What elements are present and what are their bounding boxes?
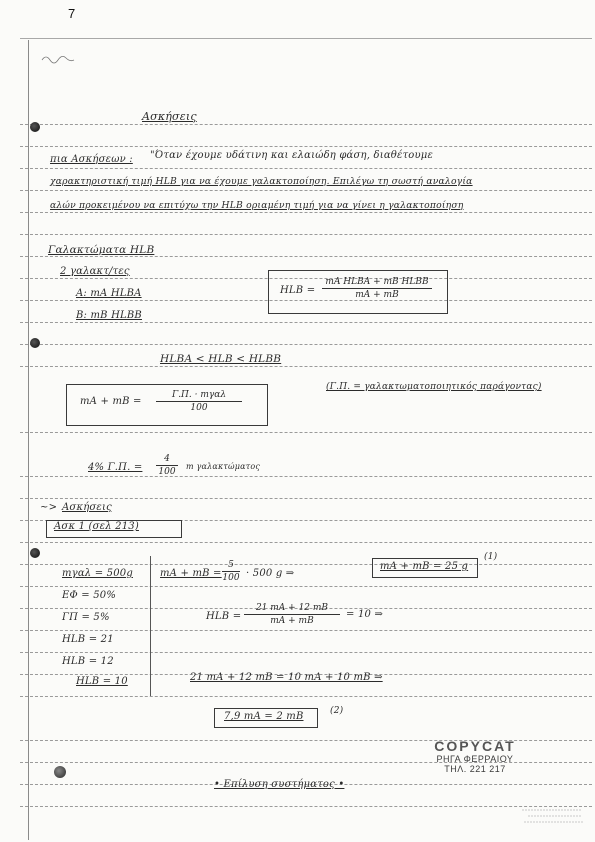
ruled-line: [20, 564, 592, 565]
binder-hole: [54, 766, 66, 778]
mass-formula-denominator: 100: [190, 403, 208, 413]
given-gp: ΓΠ = 5%: [62, 612, 110, 623]
given-ef: ΕΦ = 50%: [62, 590, 117, 601]
ruled-line: [20, 476, 592, 477]
mass-formula-fraction: [156, 390, 242, 413]
calc-line2-numerator: 21 mA + 12 mB: [255, 603, 329, 613]
mass-formula-numerator: Γ.Π. · mγαλ: [171, 390, 227, 400]
ruled-line: [20, 806, 592, 807]
ruled-line: [20, 432, 592, 433]
percent-formula-lhs: 4% Γ.Π. =: [88, 462, 143, 473]
calc-line1-fraction: [222, 560, 240, 583]
ruled-line: [20, 652, 592, 653]
ruled-line: [20, 124, 592, 125]
ruled-line: [20, 344, 592, 345]
binder-hole: [30, 338, 40, 348]
calc-line2-fraction: [244, 603, 340, 626]
hlb-formula-lhs: HLB =: [280, 285, 316, 296]
ruled-line: [20, 630, 592, 631]
given-hlb-a: HLB = 21: [62, 634, 114, 645]
page-number: 7: [68, 6, 76, 21]
stamp-line-1: COPYCAT: [434, 738, 516, 754]
section-title: Ασκήσεις: [142, 110, 197, 123]
ruled-line: [20, 212, 592, 213]
ruled-line: [20, 696, 592, 697]
givens-divider: [150, 556, 151, 696]
ruled-line: [20, 542, 592, 543]
percent-formula-denominator: 100: [158, 467, 176, 477]
scan-noise: [520, 790, 590, 830]
hlb-formula-denominator: mA + mB: [355, 290, 399, 300]
hlb-formula-numerator: mA HLBA + mB HLBB: [325, 277, 429, 287]
margin-line: [28, 40, 29, 840]
ruled-line: [20, 586, 592, 587]
gp-note: (Γ.Π. = γαλακτωματοποιητικός παράγοντας): [326, 382, 542, 392]
emulsifier-b: B: mB HLBB: [76, 310, 142, 321]
given-hlb-b: HLB = 12: [62, 656, 114, 667]
given-mass: mγαλ = 500g: [62, 568, 133, 579]
emulsion-heading: Γαλακτώματα HLB: [48, 244, 155, 256]
ruled-line: [20, 38, 592, 39]
intro-line-3: αλών προκειμένου να επιτύχω την HLB οριαμένη τιμή για να γίνει η γαλακτοποίηση: [50, 200, 464, 211]
percent-formula-fraction: [156, 454, 178, 477]
arrow-glyph: ~>: [40, 502, 58, 513]
result2-tag: (2): [330, 706, 344, 716]
stamp-line-2: ΡΗΓΑ ΦΕΡΡΑΙΟΥ: [436, 754, 514, 764]
stamp-line-3: ΤΗΛ. 221 217: [444, 764, 506, 774]
intro-line-2: χαρακτηριστική τιμή HLB για να έχουμε γαλακτοποίηση. Επιλέγω τη σωστή αναλογία: [50, 176, 473, 187]
calc-line1-numerator: 5: [228, 560, 234, 570]
calc-line2-denominator: mA + mB: [270, 616, 314, 626]
calc-line1-lhs: mA + mB =: [160, 568, 222, 579]
mass-formula-lhs: mA + mB =: [80, 396, 142, 407]
footer-note: • Επίλυση συστήματος •: [214, 779, 345, 790]
ruled-line: [20, 146, 592, 147]
calc-line2-rhs: = 10 ⇒: [346, 609, 384, 620]
exercise-title: Ασκ 1 (σελ 213): [54, 521, 139, 532]
binder-hole: [30, 122, 40, 132]
hlb-inequality: HLBA < HLB < HLBB: [160, 353, 282, 365]
ruled-line: [20, 322, 592, 323]
exercises-heading: Ασκήσεις: [62, 502, 112, 513]
intro-lead: πια Ασκήσεων :: [50, 154, 133, 165]
emulsifiers-label: 2 γαλακτ/τες: [60, 266, 130, 277]
ruled-line: [20, 168, 592, 169]
calc-line3: 21 mA + 12 mB = 10 mA + 10 mB ⇒: [190, 672, 383, 683]
result1-tag: (1): [484, 552, 498, 562]
scan-mark: [40, 52, 100, 64]
emulsifier-a: A: mA HLBA: [76, 288, 142, 299]
ruled-line: [20, 234, 592, 235]
copyshop-stamp: [420, 738, 530, 774]
hlb-formula-fraction: [322, 277, 432, 300]
ruled-line: [20, 256, 592, 257]
ruled-line: [20, 498, 592, 499]
binder-hole: [30, 548, 40, 558]
calc-line2-lhs: HLB =: [206, 611, 242, 622]
percent-formula-numerator: 4: [164, 454, 170, 464]
ruled-line: [20, 366, 592, 367]
given-hlb-target: HLB = 10: [76, 676, 128, 687]
intro-line-1: "Όταν έχουμε υδάτινη και ελαιώδη φάση, διαθέτουμε: [150, 150, 434, 161]
calc-line1-rhs: · 500 g ⇒: [246, 568, 295, 579]
result1: mA + mB = 25 g: [380, 561, 469, 572]
calc-line1-denominator: 100: [222, 573, 240, 583]
percent-formula-rhs: m γαλακτώματος: [186, 462, 261, 471]
result2: 7,9 mA = 2 mB: [224, 711, 304, 722]
ruled-line: [20, 190, 592, 191]
